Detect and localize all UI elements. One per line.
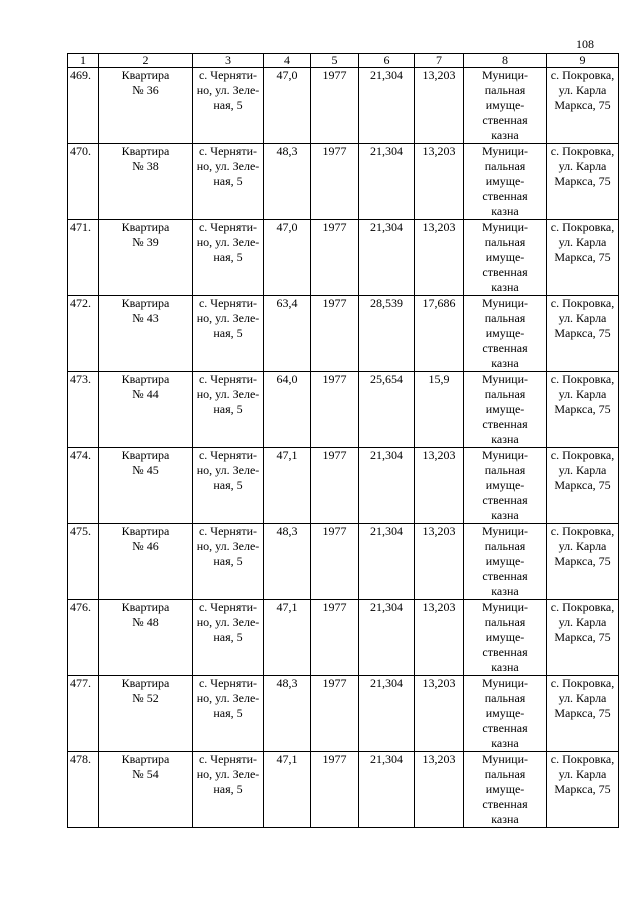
address-cell [193,296,264,372]
ownership-cell [464,372,547,448]
cell-line: ул. Карла [558,235,607,249]
year-cell [311,144,359,220]
row-number-cell [68,752,99,828]
address-cell [193,600,264,676]
area-cell [264,68,311,144]
cell-line: Маркса, 75 [554,478,611,492]
cell-line: ственная [482,113,528,127]
row-number-cell [68,448,99,524]
cell-line: Квартира [121,752,170,766]
cell-line: казна [491,660,519,674]
cell-line: имуще- [485,630,525,644]
cell-text: 21,304 [370,600,403,614]
cell-text: 469. [70,68,91,82]
value-col6-cell [359,220,415,296]
cell-line: Муници- [481,144,529,158]
cell-line: имуще- [485,250,525,264]
cell-line: с. Покровка, [550,448,615,462]
cell-text: 48,3 [276,524,298,538]
address-cell [193,68,264,144]
table-row [68,144,619,220]
cell-line: пальная [484,83,526,97]
cell-line: Муници- [481,524,529,538]
object-name-cell [99,600,193,676]
column-header: 9 [547,54,619,68]
cell-line: пальная [484,387,526,401]
cell-line: ул. Карла [558,691,607,705]
cell-line: с. Черняти- [198,448,258,462]
cell-line: Муници- [481,372,529,386]
address-cell [193,752,264,828]
cell-line: ственная [482,417,528,431]
cell-line: ул. Карла [558,767,607,781]
cell-line: ственная [482,797,528,811]
cell-text: 1977 [322,600,347,614]
cell-line: пальная [484,691,526,705]
cell-line: с. Черняти- [198,524,258,538]
header-row [68,54,619,68]
year-cell [311,524,359,600]
cell-line: Муници- [481,448,529,462]
area-cell [264,296,311,372]
cell-text: 47,1 [276,752,298,766]
cell-line: с. Черняти- [198,68,258,82]
year-cell [311,296,359,372]
cell-text: 1977 [322,220,347,234]
cell-line: пальная [484,767,526,781]
cell-line: Муници- [481,68,529,82]
cell-line: имуще- [485,782,525,796]
cell-text: 474. [70,448,91,462]
address-cell [193,220,264,296]
value-col7-cell [415,68,464,144]
cell-line: ственная [482,645,528,659]
holder-address-cell [547,524,619,600]
cell-line: но, ул. Зеле- [196,463,260,477]
object-name-cell [99,68,193,144]
cell-line: Муници- [481,752,529,766]
cell-text: 13,203 [422,220,456,234]
ownership-cell [464,752,547,828]
cell-text: 13,203 [422,144,456,158]
ownership-cell [464,524,547,600]
cell-line: имуще- [485,326,525,340]
cell-line: № 38 [132,159,159,173]
cell-line: но, ул. Зеле- [196,311,260,325]
holder-address-cell [547,220,619,296]
cell-line: казна [491,736,519,750]
cell-text: 21,304 [370,144,403,158]
cell-line: Квартира [121,144,170,158]
cell-line: с. Покровка, [550,524,615,538]
value-col7-cell [415,524,464,600]
cell-line: ная, 5 [213,174,243,188]
cell-text: 47,1 [276,600,298,614]
holder-address-cell [547,676,619,752]
cell-line: с. Покровка, [550,296,615,310]
cell-line: ная, 5 [213,326,243,340]
area-cell [264,600,311,676]
row-number-cell [68,296,99,372]
cell-line: пальная [484,615,526,629]
cell-text: 64,0 [276,372,298,386]
cell-line: с. Покровка, [550,600,615,614]
page-number: 108 [576,37,594,51]
value-col6-cell [359,676,415,752]
column-header: 3 [193,54,264,68]
cell-line: Маркса, 75 [554,174,611,188]
cell-line: ул. Карла [558,539,607,553]
row-number-cell [68,524,99,600]
cell-line: Квартира [121,676,170,690]
year-cell [311,372,359,448]
table-row [68,448,619,524]
value-col6-cell [359,524,415,600]
object-name-cell [99,752,193,828]
cell-line: Квартира [121,220,170,234]
cell-line: но, ул. Зеле- [196,615,260,629]
table-row [68,68,619,144]
year-cell [311,752,359,828]
ownership-cell [464,220,547,296]
column-header: 5 [311,54,359,68]
address-cell [193,676,264,752]
cell-text: 13,203 [422,68,456,82]
value-col6-cell [359,752,415,828]
cell-line: ственная [482,265,528,279]
table-row [68,600,619,676]
cell-text: 21,304 [370,524,403,538]
object-name-cell [99,144,193,220]
cell-text: 47,1 [276,448,298,462]
cell-text: 21,304 [370,68,403,82]
row-number-cell [68,68,99,144]
address-cell [193,372,264,448]
object-name-cell [99,220,193,296]
cell-line: ная, 5 [213,98,243,112]
value-col7-cell [415,448,464,524]
cell-line: с. Черняти- [198,220,258,234]
address-cell [193,524,264,600]
column-header: 6 [359,54,415,68]
object-name-cell [99,296,193,372]
area-cell [264,676,311,752]
cell-line: Квартира [121,372,170,386]
cell-text: 1977 [322,524,347,538]
value-col6-cell [359,144,415,220]
value-col7-cell [415,220,464,296]
cell-text: 478. [70,752,91,766]
value-col7-cell [415,296,464,372]
value-col7-cell [415,676,464,752]
table-row [68,676,619,752]
cell-line: Квартира [121,296,170,310]
cell-line: № 46 [132,539,159,553]
cell-text: 1977 [322,68,347,82]
cell-text: 48,3 [276,144,298,158]
cell-text: 1977 [322,448,347,462]
holder-address-cell [547,752,619,828]
value-col7-cell [415,752,464,828]
cell-line: № 43 [132,311,159,325]
cell-line: ственная [482,189,528,203]
column-header: 7 [415,54,464,68]
cell-line: Квартира [121,68,170,82]
cell-line: ная, 5 [213,402,243,416]
cell-line: Маркса, 75 [554,250,611,264]
cell-line: ственная [482,493,528,507]
year-cell [311,676,359,752]
cell-text: 477. [70,676,91,690]
cell-line: но, ул. Зеле- [196,83,260,97]
cell-line: № 44 [132,387,159,401]
cell-line: Квартира [121,524,170,538]
cell-text: 470. [70,144,91,158]
cell-line: Квартира [121,600,170,614]
cell-text: 47,0 [276,68,298,82]
cell-text: 13,203 [422,448,456,462]
area-cell [264,524,311,600]
cell-line: № 39 [132,235,159,249]
cell-line: № 48 [132,615,159,629]
year-cell [311,448,359,524]
cell-text: 1977 [322,372,347,386]
area-cell [264,372,311,448]
holder-address-cell [547,68,619,144]
row-number-cell [68,220,99,296]
year-cell [311,600,359,676]
property-registry-table [67,53,619,828]
table-row [68,372,619,448]
ownership-cell [464,144,547,220]
cell-line: ул. Карла [558,83,607,97]
cell-line: но, ул. Зеле- [196,691,260,705]
holder-address-cell [547,600,619,676]
cell-line: имуще- [485,174,525,188]
cell-line: пальная [484,311,526,325]
cell-text: 13,203 [422,524,456,538]
value-col7-cell [415,600,464,676]
area-cell [264,144,311,220]
cell-text: 47,0 [276,220,298,234]
value-col6-cell [359,448,415,524]
cell-text: 21,304 [370,220,403,234]
cell-line: ная, 5 [213,554,243,568]
cell-text: 1977 [322,752,347,766]
cell-line: Маркса, 75 [554,326,611,340]
cell-line: № 54 [132,767,159,781]
cell-line: казна [491,508,519,522]
cell-text: 28,539 [370,296,403,310]
cell-line: ная, 5 [213,630,243,644]
year-cell [311,68,359,144]
holder-address-cell [547,448,619,524]
cell-line: с. Черняти- [198,600,258,614]
value-col6-cell [359,296,415,372]
cell-line: Маркса, 75 [554,402,611,416]
cell-text: 25,654 [370,372,403,386]
object-name-cell [99,524,193,600]
cell-line: Муници- [481,600,529,614]
cell-text: 472. [70,296,91,310]
ownership-cell [464,448,547,524]
cell-line: но, ул. Зеле- [196,387,260,401]
cell-text: 475. [70,524,91,538]
cell-line: Муници- [481,296,529,310]
cell-text: 13,203 [422,600,456,614]
ownership-cell [464,676,547,752]
cell-line: казна [491,356,519,370]
object-name-cell [99,448,193,524]
value-col7-cell [415,144,464,220]
cell-line: казна [491,812,519,826]
cell-line: Маркса, 75 [554,98,611,112]
value-col6-cell [359,600,415,676]
cell-line: ная, 5 [213,706,243,720]
cell-line: № 36 [132,83,159,97]
cell-line: с. Покровка, [550,676,615,690]
cell-line: с. Черняти- [198,752,258,766]
row-number-cell [68,600,99,676]
cell-line: Квартира [121,448,170,462]
cell-text: 15,9 [428,372,450,386]
cell-line: с. Черняти- [198,144,258,158]
column-header: 1 [68,54,99,68]
cell-line: с. Черняти- [198,372,258,386]
cell-line: имуще- [485,402,525,416]
holder-address-cell [547,296,619,372]
cell-line: № 52 [132,691,159,705]
holder-address-cell [547,372,619,448]
row-number-cell [68,676,99,752]
cell-text: 13,203 [422,676,456,690]
area-cell [264,448,311,524]
cell-line: Маркса, 75 [554,554,611,568]
cell-line: ул. Карла [558,615,607,629]
cell-line: ул. Карла [558,159,607,173]
cell-line: Маркса, 75 [554,630,611,644]
cell-line: казна [491,204,519,218]
cell-text: 21,304 [370,752,403,766]
cell-line: но, ул. Зеле- [196,539,260,553]
cell-line: казна [491,128,519,142]
object-name-cell [99,372,193,448]
cell-line: но, ул. Зеле- [196,767,260,781]
cell-line: ственная [482,721,528,735]
cell-line: Маркса, 75 [554,706,611,720]
year-cell [311,220,359,296]
cell-line: Муници- [481,676,529,690]
cell-text: 21,304 [370,448,403,462]
value-col7-cell [415,372,464,448]
cell-line: ул. Карла [558,463,607,477]
cell-line: имуще- [485,554,525,568]
table-row [68,524,619,600]
row-number-cell [68,372,99,448]
cell-line: № 45 [132,463,159,477]
cell-line: пальная [484,235,526,249]
address-cell [193,144,264,220]
ownership-cell [464,68,547,144]
value-col6-cell [359,372,415,448]
table-row [68,220,619,296]
cell-line: пальная [484,539,526,553]
cell-text: 21,304 [370,676,403,690]
address-cell [193,448,264,524]
table-row [68,752,619,828]
cell-text: 17,686 [422,296,456,310]
cell-line: пальная [484,463,526,477]
area-cell [264,220,311,296]
area-cell [264,752,311,828]
ownership-cell [464,600,547,676]
cell-line: Маркса, 75 [554,782,611,796]
cell-line: но, ул. Зеле- [196,235,260,249]
cell-line: Муници- [481,220,529,234]
cell-line: с. Покровка, [550,752,615,766]
cell-line: имуще- [485,478,525,492]
cell-line: ная, 5 [213,250,243,264]
cell-line: но, ул. Зеле- [196,159,260,173]
cell-line: пальная [484,159,526,173]
column-header: 4 [264,54,311,68]
cell-text: 13,203 [422,752,456,766]
cell-text: 1977 [322,296,347,310]
cell-line: имуще- [485,98,525,112]
cell-text: 1977 [322,676,347,690]
cell-line: ственная [482,341,528,355]
cell-line: с. Черняти- [198,676,258,690]
table-row [68,296,619,372]
ownership-cell [464,296,547,372]
cell-line: казна [491,432,519,446]
cell-text: 1977 [322,144,347,158]
object-name-cell [99,676,193,752]
cell-text: 471. [70,220,91,234]
cell-line: ная, 5 [213,478,243,492]
cell-line: ная, 5 [213,782,243,796]
cell-line: казна [491,584,519,598]
cell-line: с. Покровка, [550,68,615,82]
cell-text: 48,3 [276,676,298,690]
cell-line: ственная [482,569,528,583]
cell-line: с. Покровка, [550,372,615,386]
cell-line: ул. Карла [558,311,607,325]
cell-line: с. Покровка, [550,220,615,234]
cell-text: 473. [70,372,91,386]
cell-text: 63,4 [276,296,298,310]
cell-line: ул. Карла [558,387,607,401]
cell-line: имуще- [485,706,525,720]
row-number-cell [68,144,99,220]
cell-line: с. Покровка, [550,144,615,158]
holder-address-cell [547,144,619,220]
cell-line: с. Черняти- [198,296,258,310]
column-header: 2 [99,54,193,68]
column-header: 8 [464,54,547,68]
value-col6-cell [359,68,415,144]
cell-text: 476. [70,600,91,614]
cell-line: казна [491,280,519,294]
table-body [68,68,619,828]
